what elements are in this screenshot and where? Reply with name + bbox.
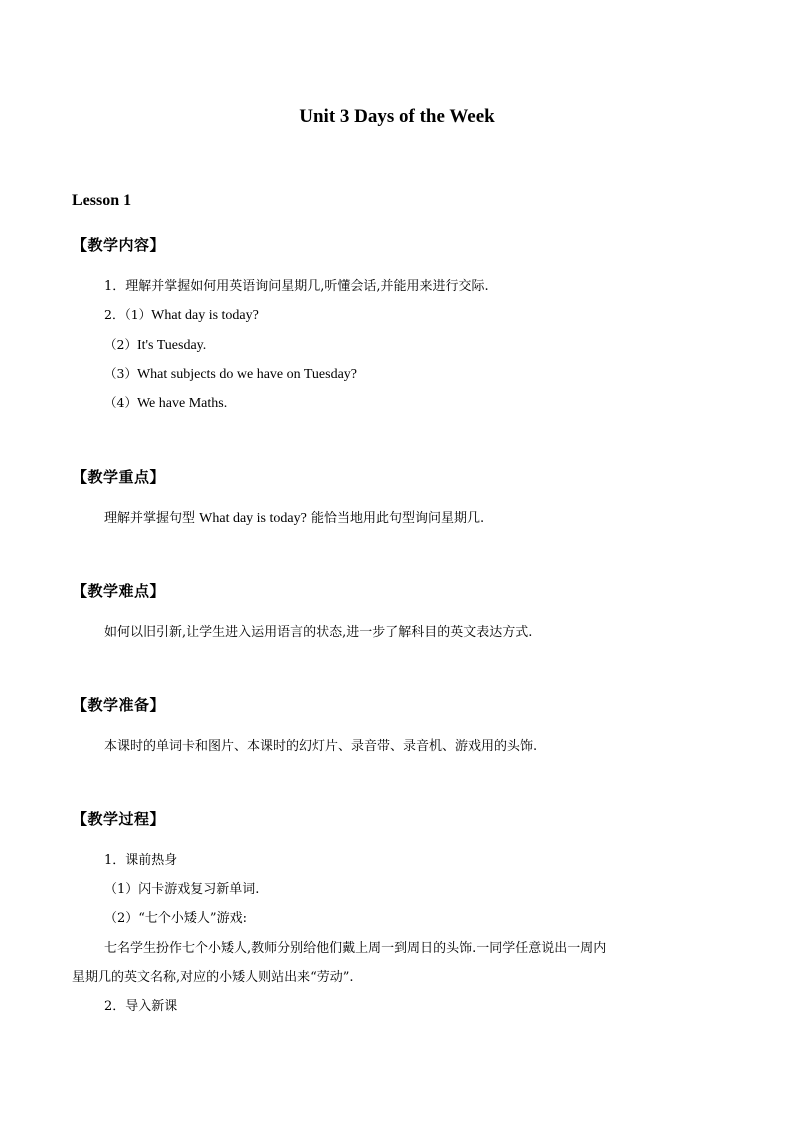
process-step-1-sub-1: （1）闪卡游戏复习新单词. — [104, 882, 260, 897]
content-item-2-english: What day is today? — [151, 308, 259, 323]
content-subitem-3-english: What subjects do we have on Tuesday? — [136, 367, 358, 382]
content-item-2 — [104, 305, 259, 324]
preparation-text: 本课时的单词卡和图片、本课时的幻灯片、录音带、录音机、游戏用的头饰. — [104, 739, 538, 754]
section-heading-difficulties: 【教学难点】 — [72, 582, 166, 600]
process-step-2: 2．导入新课 — [104, 999, 178, 1014]
section-heading-content: 【教学内容】 — [72, 236, 166, 254]
content-subitem-3 — [104, 364, 357, 383]
process-step-1: 1．课前热身 — [104, 853, 178, 868]
content-subitem-2-prefix: （2） — [104, 337, 137, 352]
process-paragraph-line-1: 七名学生扮作七个小矮人,教师分别给他们戴上周一到周日的头饰.一同学任意说出一周内 — [104, 941, 607, 956]
content-subitem-2 — [104, 335, 206, 354]
content-subitem-3-prefix: （3） — [104, 366, 137, 381]
lesson-heading: Lesson 1 — [72, 192, 132, 209]
content-subitem-4-prefix: （4） — [104, 395, 137, 410]
process-paragraph-line-2: 星期几的英文名称,对应的小矮人则站出来“劳动”. — [72, 970, 354, 985]
key-points-text-a: 理解并掌握句型 — [104, 511, 200, 526]
section-heading-preparation: 【教学准备】 — [72, 696, 166, 714]
content-subitem-2-english: It's Tuesday. — [136, 338, 207, 353]
section-heading-process: 【教学过程】 — [72, 810, 166, 828]
key-points-text-b: 能恰当地用此句型询问星期几. — [306, 511, 485, 526]
content-item-2-prefix: 2．（1） — [104, 307, 152, 322]
content-item-1: 1．理解并掌握如何用英语询问星期几,听懂会话,并能用来进行交际. — [104, 279, 489, 294]
key-points-text — [104, 507, 484, 527]
content-subitem-4-english: We have Maths. — [136, 396, 228, 411]
document-title: Unit 3 Days of the Week — [299, 106, 495, 127]
content-subitem-4 — [104, 393, 227, 412]
section-heading-key-points: 【教学重点】 — [72, 468, 166, 486]
difficulties-text: 如何以旧引新,让学生进入运用语言的状态,进一步了解科目的英文表达方式. — [104, 625, 533, 640]
key-points-english: What day is today? — [199, 511, 307, 526]
process-step-1-sub-2: （2）“七个小矮人”游戏: — [104, 911, 247, 926]
